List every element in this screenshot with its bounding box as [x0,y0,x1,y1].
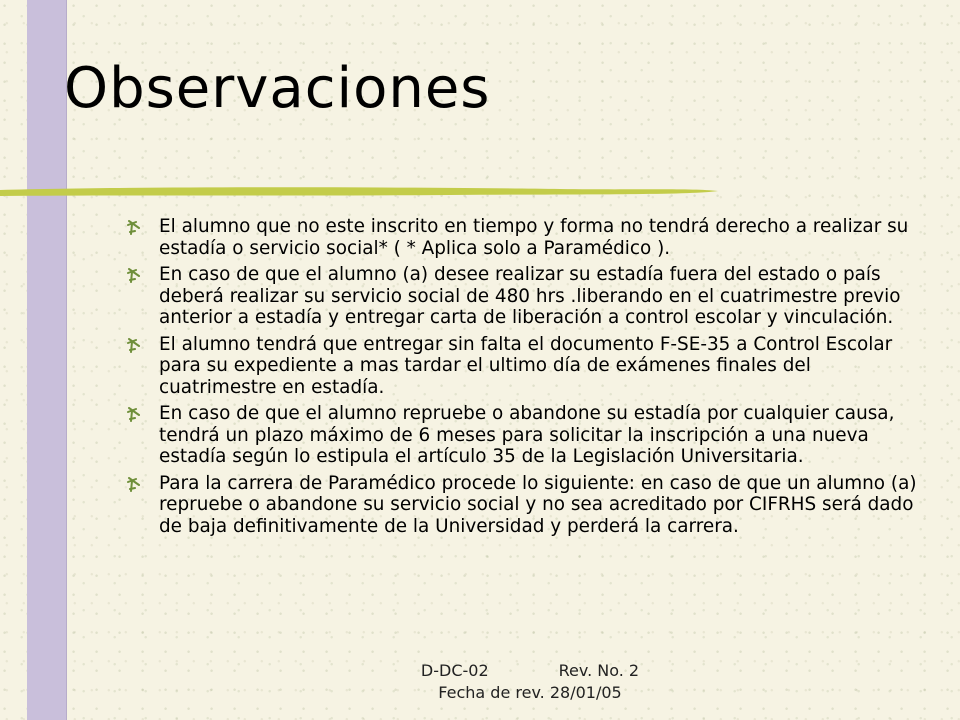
title-underline [0,184,720,198]
footer-date: Fecha de rev. 28/01/05 [438,683,622,702]
bullet-text: El alumno tendrá que entregar sin falta el documento F-SE-35 a Control Escolar para su expediente a mas tardar el ultimo día de exámenes finales del cuatrimestre en estadía. [159,333,893,398]
bullet-text: En caso de que el alumno (a) desee realizar su estadía fuera del estado o país deberá realizar su servicio social de 480 hrs .liberando en el cuatrimestre previo anterior a estadía y entregar carta de liberación a control escolar y vinculación. [159,264,901,328]
footer-line-1 [350,660,710,682]
pin-bullet-icon [126,337,142,353]
bullet-text: Para la carrera de Paramédico procede lo siguiente: en caso de que un alumno (a) repruebe o abandone su servicio social y no sea acreditado por CIFRHS será dado de baja definitivamente de la Universidad y perderá la carrera. [159,472,917,537]
footer-revision: Rev. No. 2 [558,661,640,680]
bullet-text: El alumno que no este inscrito en tiempo y forma no tendrá derecho a realizar su estadía o servicio social* ( * Aplica solo a Paramédico ). [159,216,909,259]
pin-bullet-icon [126,406,142,422]
bullet-item [126,264,926,329]
bullet-list [126,216,926,542]
pin-bullet-icon [126,267,142,283]
bullet-item [126,216,926,259]
bullet-item [126,334,926,399]
slide-title: Observaciones [64,56,491,121]
pin-bullet-icon [126,476,142,492]
pin-bullet-icon [126,219,142,235]
bullet-item [126,403,926,468]
bullet-text: En caso de que el alumno repruebe o abandone su estadía por cualquier causa, tendrá un plazo máximo de 6 meses para solicitar la inscripción a una nueva estadía según lo estipula el artículo 35 de la Legislación Universitaria. [159,403,895,467]
bullet-item [126,473,926,538]
decorative-side-bar [27,0,67,720]
slide-footer [350,660,710,704]
footer-code: D-DC-02 [420,661,489,680]
